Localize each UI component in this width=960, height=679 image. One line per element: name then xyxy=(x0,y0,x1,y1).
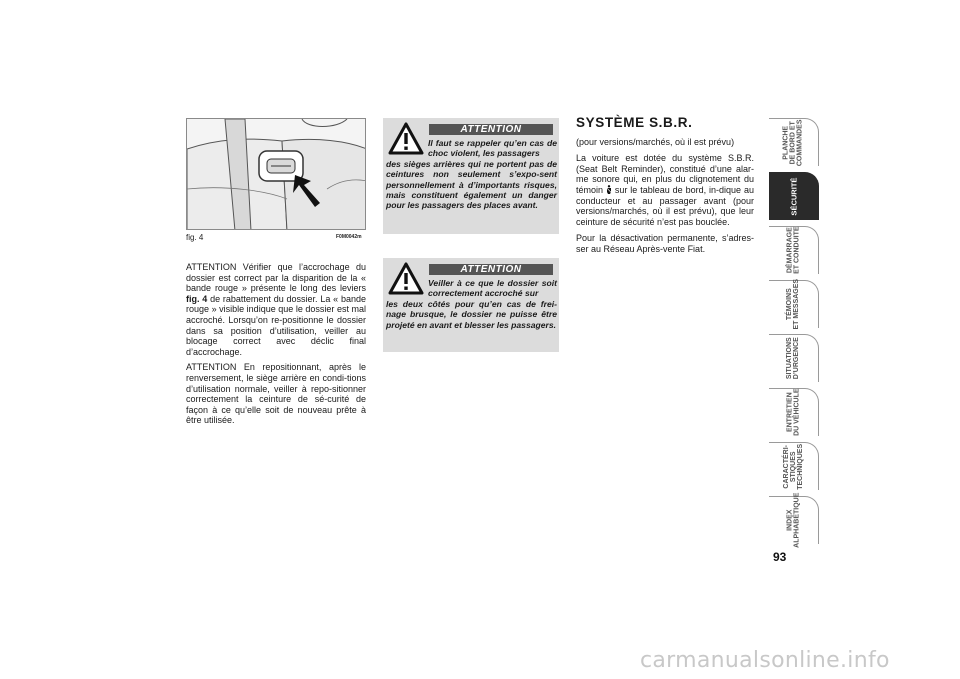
tab-caracteristiques[interactable]: CARACTÉRI- STIQUES TECHNIQUES xyxy=(769,442,819,490)
tab-situations-urgence[interactable]: SITUATIONS D’URGENCE xyxy=(769,334,819,382)
tab-temoins[interactable]: TÉMOINS ET MESSAGES xyxy=(769,280,819,328)
figure-code: F0M0042m xyxy=(336,234,362,240)
paragraph-deactivation: Pour la désactivation permanente, s’adres-ser au Réseau Après-vente Fiat. xyxy=(576,233,754,254)
warning-text: Il faut se rappeler qu’en cas de choc violent, les passagers des sièges arrières qui ne portent pas de ceintures non seulement s’expo-sent personnellement à d’importants risques, mais constituent également un danger pour les passagers des places avant. xyxy=(386,138,557,211)
tab-planche-de-bord[interactable]: PLANCHE DE BORD ET COMMANDES xyxy=(769,118,819,166)
page-number: 93 xyxy=(773,550,787,564)
warning-box-passengers xyxy=(383,118,559,234)
warning-header: ATTENTION xyxy=(429,124,553,135)
watermark: carmanualsonline.info xyxy=(640,648,890,673)
tab-index[interactable]: INDEX ALPHABÉTIQUE xyxy=(769,496,819,544)
paragraph-sbr: La voiture est dotée du système S.B.R. (Seat Belt Reminder), constitué d’une alar-me sonore qui, en plus du clignotement du témoin sur le tableau de bord, in-dique au conducteur et au passager avant (pour versions/marchés, où il est prévu), que leur ceinture de sécurité n’est pas bouclée. xyxy=(576,153,754,227)
tab-demarrage[interactable]: DÉMARRAGE ET CONDUITE xyxy=(769,226,819,274)
seat-latch-illustration xyxy=(187,119,366,230)
section-title: SYSTÈME S.B.R. xyxy=(576,115,693,130)
figure-caption: fig. 4 xyxy=(186,233,204,242)
warning-header: ATTENTION xyxy=(429,264,553,275)
figure-reference: fig. 4 xyxy=(186,293,208,304)
paragraph-latch-check: ATTENTION Vérifier que l’accrochage du dossier est correct par la disparition de la « bande rouge » présente le long des leviers fig. 4 de rabattement du dossier. La « bande rouge » visible indique que le dossier est mal accroché. Lorsqu’on re-positionne le dossier dans sa position d’utilisation, veiller au blocage correct avec déclic final d’accrochage. xyxy=(186,262,366,357)
warning-text: Veiller à ce que le dossier soit correctement accroché sur les deux côtés pour qu’en cas de frei-nage brusque, le dossier ne puisse être projeté en avant et blesser les passagers. xyxy=(386,278,557,330)
warning-box-seatback xyxy=(383,258,559,352)
figure-seat-latch xyxy=(186,118,366,230)
paragraph-reposition: ATTENTION En repositionnant, après le renversement, le siège arrière en condi-tions d’utilisation normale, veiller à repo-sitionner correctement la ceinture de sé-curité de façon à ce qu’elle soit de nouveau prête à être utilisée. xyxy=(186,362,366,426)
tab-entretien[interactable]: ENTRETIEN DU VÉHICULE xyxy=(769,388,819,436)
column-right-text xyxy=(576,115,754,261)
tab-securite[interactable]: SÉCURITÉ xyxy=(769,172,819,220)
column-left-text xyxy=(186,262,366,431)
section-subtitle: (pour versions/marchés, où il est prévu) xyxy=(576,136,735,147)
